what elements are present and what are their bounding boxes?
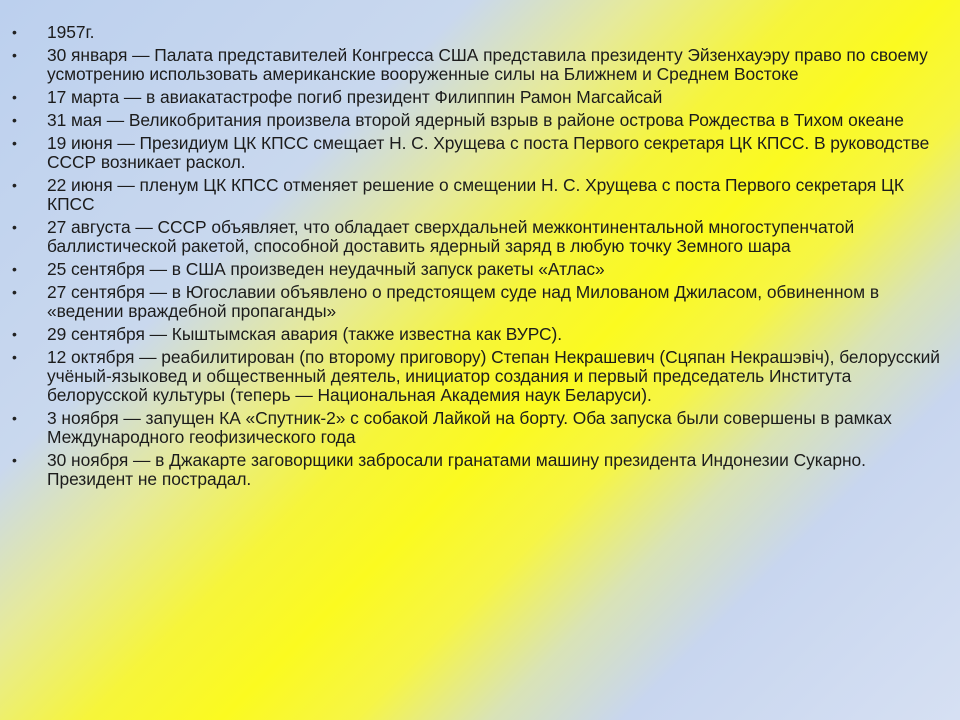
list-item-text: 17 марта — в авиакатастрофе погиб президент Филиппин Рамон Магсайсай	[47, 87, 663, 107]
bullet-icon: •	[12, 112, 17, 128]
bullet-icon: •	[12, 219, 17, 235]
list-item-text: 1957г.	[47, 22, 95, 42]
list-item	[10, 176, 950, 214]
list-item	[10, 260, 950, 279]
bullet-icon: •	[12, 24, 17, 40]
bullet-icon: •	[12, 89, 17, 105]
bullet-icon: •	[12, 135, 17, 151]
list-item-text: 27 августа — СССР объявляет, что обладает сверхдальней межконтинентальной многоступенчатой баллистической ракетой, способной доставить ядерный заряд в любую точку Земного шара	[47, 217, 855, 256]
list-item-text: 12 октября — реабилитирован (по второму приговору) Степан Некрашевич (Сцяпан Некрашэвіч), белорусский учёный-языковед и общественный деятель, инициатор создания и первый председатель Института белорусской культуры (теперь — Национальная Академия наук Беларуси).	[47, 347, 940, 405]
list-item-text: 27 сентября — в Югославии объявлено о предстоящем суде над Милованом Джиласом, обвиненном в «ведении враждебной пропаганды»	[47, 282, 880, 321]
list-item-text: 3 ноября — запущен КА «Спутник-2» с собакой Лайкой на борту. Оба запуска были совершены в рамках Международного геофизического года	[47, 408, 892, 447]
list-item-text: 22 июня — пленум ЦК КПСС отменяет решение о смещении Н. С. Хрущева с поста Первого секретаря ЦК КПСС	[47, 175, 904, 214]
bullet-icon: •	[12, 349, 17, 365]
bullet-icon: •	[12, 261, 17, 277]
bullet-icon: •	[12, 452, 17, 468]
list-item	[10, 111, 950, 130]
list-item-text: 30 января — Палата представителей Конгресса США представила президенту Эйзенхауэру право по своему усмотрению использовать американские вооруженные силы на Ближнем и Среднем Востоке	[47, 45, 928, 84]
list-item	[10, 134, 950, 172]
list-item	[10, 218, 950, 256]
list-item	[10, 88, 950, 107]
list-item	[10, 325, 950, 344]
event-list	[10, 23, 950, 493]
bullet-icon: •	[12, 47, 17, 63]
list-item	[10, 283, 950, 321]
list-item	[10, 451, 950, 489]
bullet-icon: •	[12, 284, 17, 300]
list-item-year	[10, 23, 950, 42]
bullet-icon: •	[12, 326, 17, 342]
list-item-text: 19 июня — Президиум ЦК КПСС смещает Н. С. Хрущева с поста Первого секретаря ЦК КПСС. В руководстве СССР возникает раскол.	[47, 133, 930, 172]
list-item-text: 29 сентября — Кыштымская авария (также известна как ВУРС).	[47, 324, 563, 344]
list-item-text: 30 ноября — в Джакарте заговорщики забросали гранатами машину президента Индонезии Сукарно. Президент не пострадал.	[47, 450, 866, 489]
bullet-icon: •	[12, 410, 17, 426]
list-item	[10, 348, 950, 405]
list-item-text: 25 сентября — в США произведен неудачный запуск ракеты «Атлас»	[47, 259, 605, 279]
bullet-icon: •	[12, 177, 17, 193]
list-item	[10, 46, 950, 84]
list-item	[10, 409, 950, 447]
list-item-text: 31 мая — Великобритания произвела второй ядерный взрыв в районе острова Рождества в Тихом океане	[47, 110, 904, 130]
